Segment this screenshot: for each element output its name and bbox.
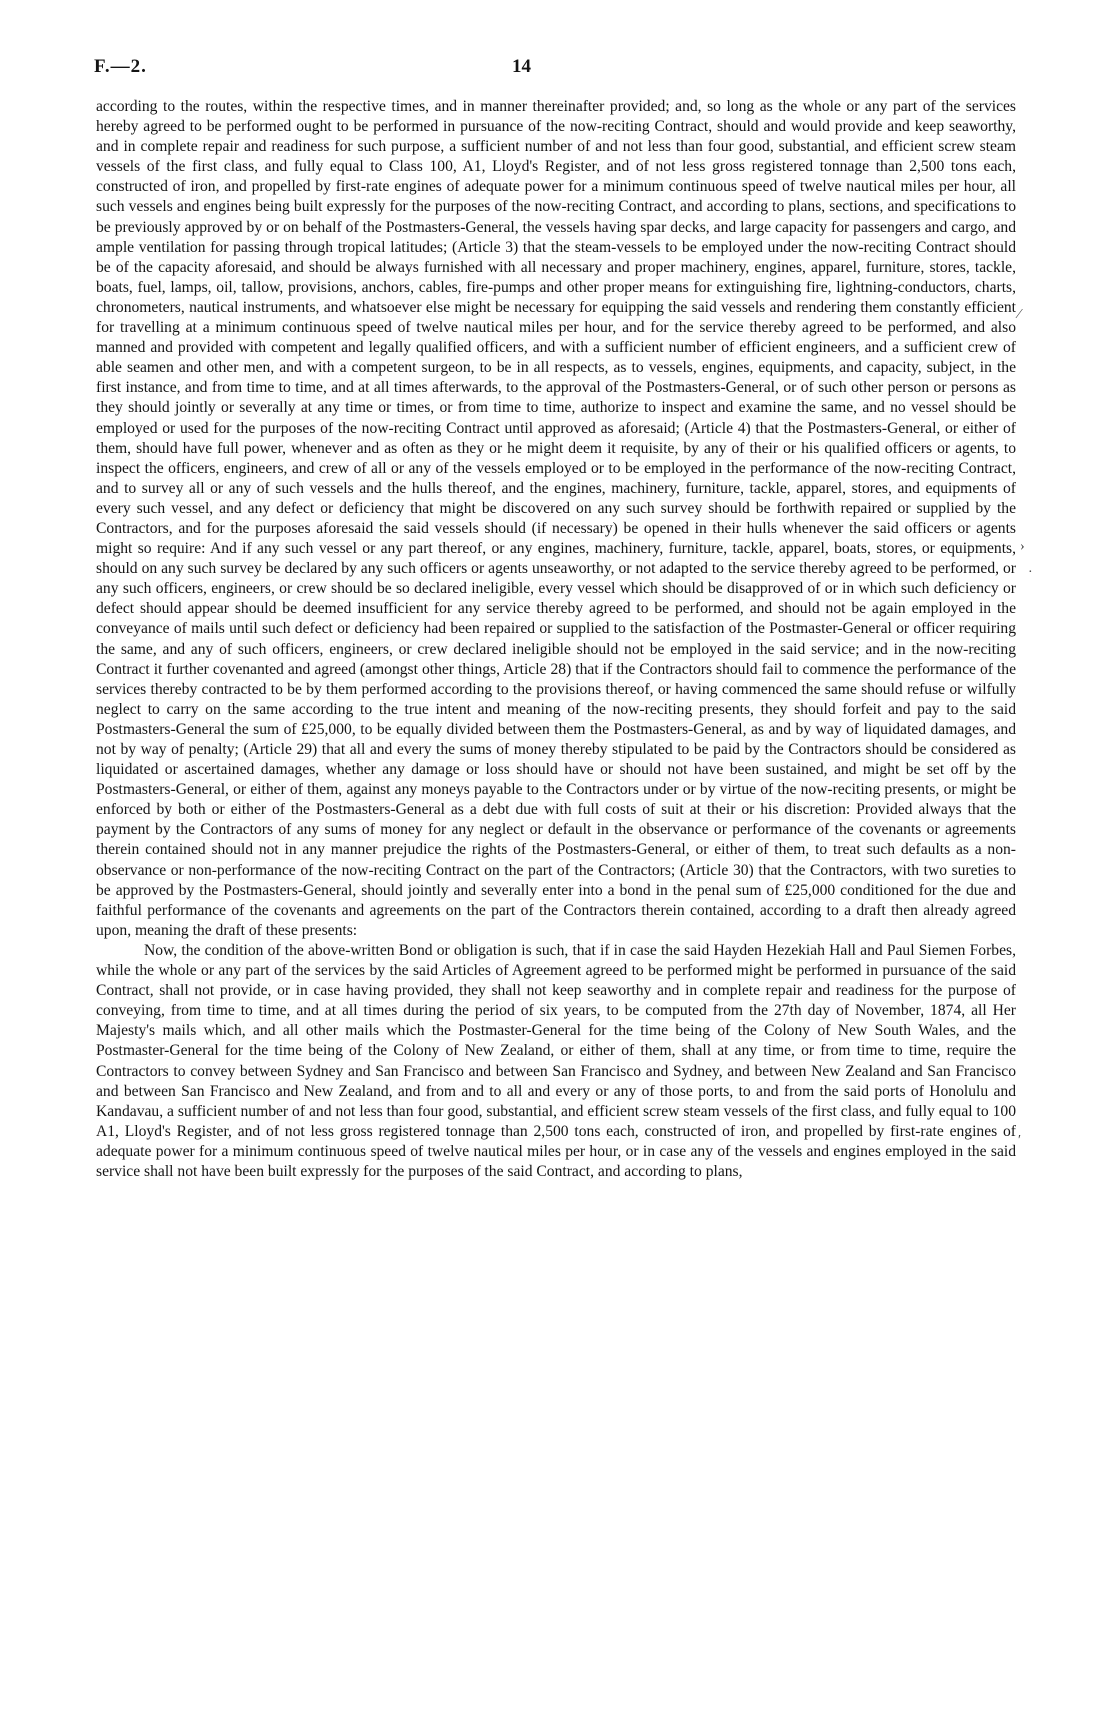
margin-dot-mark: · <box>1028 565 1033 580</box>
document-body <box>96 97 1016 1182</box>
body-paragraph: according to the routes, within the respective times, and in manner thereinafter provided; and, so long as the whole or any part of the services hereby agreed to be performed ought to be performed in pursuance of the now-reciting Contract, should and would provide and keep seaworthy, and in complete repair and readiness for such purpose, a sufficient number of and not less than four good, substantial, and efficient screw steam vessels of the first class, and fully equal to Class 100, A1, Lloyd's Register, and of not less gross registered tonnage than 2,500 tons each, constructed of iron, and propelled by first-rate engines of adequate power for a minimum continuous speed of twelve nautical miles per hour, all such vessels and engines being built expressly for the purposes of the now-reciting Contract, and according to plans, sections, and specifications to be previously approved by or on behalf of the Postmasters-General, the vessels having spar decks, and large capacity for passengers and cargo, and ample ventilation for passing through tropical latitudes; (Article 3) that the steam-vessels to be employed under the now-reciting Contract should be of the capacity aforesaid, and should be always furnished with all necessary and proper machinery, engines, apparel, furniture, stores, tackle, boats, fuel, lamps, oil, tallow, provisions, anchors, cables, fire-pumps and other proper means for extinguishing fire, lightning-conductors, charts, chronometers, nautical instruments, and whatsoever else might be necessary for equipping the said vessels and rendering them constantly efficient for travelling at a minimum continuous speed of twelve nautical miles per hour, and for the service thereby agreed to be performed, and also manned and provided with competent and legally qualified officers, and with a sufficient number of efficient engineers, and a sufficient crew of able seamen and other men, and with a competent surgeon, to be in all respects, as to vessels, engines, equipments, and capacity, subject, in the first instance, and from time to time, and at all times afterwards, to the approval of the Postmasters-General, or of such other person or persons as they should jointly or severally at any time or times, or from time to time, authorize to inspect and examine the same, and no vessel should be employed or used for the purposes of the now-reciting Contract until approved as aforesaid; (Article 4) that the Postmasters-General, or either of them, should have full power, whenever and as often as they or he might deem it requisite, by any of their or his qualified officers or agents, to inspect the officers, engineers, and crew of all or any of the vessels employed or to be employed in the performance of the now-reciting Contract, and to survey all or any of such vessels and the hulls thereof, and the engines, machinery, furniture, tackle, apparel, stores, and equipments of every such vessel, and any defect or deficiency that might be discovered on any such survey should be forthwith repaired or supplied by the Contractors, and for the purposes aforesaid the said vessels should (if necessary) be opened in their hulls whenever the said officers or agents might so require: And if any such vessel or any part thereof, or any engines, machinery, furniture, tackle, apparel, boats, stores, or equipments, should on any such survey be declared by any such officers or agents unseaworthy, or not adapted to the service thereby agreed to be performed, or any such officers, engineers, or crew should be so declared ineligible, every vessel which should be disapproved of or in which such deficiency or defect should appear should be deemed insufficient for any service thereby agreed to be performed, and should not be again employed in the conveyance of mails until such defect or deficiency had been repaired or supplied to the satisfaction of the Postmaster-General or officer requiring the same, and any of such officers, engineers, or crew declared ineligible should not be employed in the said service; and in the now-reciting Contract it further covenanted and agreed (amongst other things, Article 28) that if the Contractors should fail to commence the performance of the services thereby contracted to be by them performed according to the provisions thereof, or having commenced the same should refuse or wilfully neglect to carry on the same according to the true intent and meaning of the now-reciting presents, they should forfeit and pay to the said Postmasters-General the sum of £25,000, to be equally divided between them the Postmasters-General, as and by way of liquidated damages, and not by way of penalty; (Article 29) that all and every the sums of money thereby stipulated to be paid by the Contractors should be considered as liquidated or ascertained damages, whether any damage or loss should have or should not have been sustained, and might be set off by the Postmasters-General, or either of them, against any moneys payable to the Contractors under or by virtue of the now-reciting presents, or might be enforced by both or either of the Postmasters-General as a debt due with full costs of suit at their or his discretion: Provided always that the payment by the Contractors of any sums of money for any neglect or default in the observance or performance of the covenants or agreements therein contained should not in any manner prejudice the rights of the Postmasters-General, or either of them, to treat such defaults as a non-observance or non-performance of the now-reciting Contract on the part of the Contractors; (Article 30) that the Contractors, with two sureties to be approved by the Postmasters-General, should jointly and severally enter into a bond in the penal sum of £25,000 conditioned for the due and faithful performance of the covenants and agreements on the part of the Contractors therein contained, according to a draft then already agreed upon, meaning the draft of these presents: <box>96 98 1016 939</box>
page-number: 14 <box>512 56 531 77</box>
margin-tick-mark: › <box>1020 539 1025 554</box>
series-label: F.—2. <box>94 56 147 77</box>
page-header <box>94 50 1020 86</box>
body-paragraph: Now, the condition of the above-written Bond or obligation is such, that if in case the said Hayden Hezekiah Hall and Paul Siemen Forbes, while the whole or any part of the services by the said Articles of Agreement agreed to be performed might be performed in pursuance of the said Contract, shall not provide, or in case having provided, they shall not keep seaworthy and in complete repair and readiness for the purpose of conveying, from time to time, and at all times during the period of six years, to be computed from the 27th day of November, 1874, all Her Majesty's mails which, and all other mails which the Postmaster-General for the time being of the Colony of New South Wales, and the Postmaster-General for the time being of the Colony of New Zealand, or either of them, shall at any time, or from time to time, require the Contractors to convey between Sydney and San Francisco and between San Francisco and Sydney, and between New Zealand and San Francisco and between San Francisco and New Zealand, and from and to all and every or any of those ports, to and from the said ports of Honolulu and Kandavau, a sufficient number of and not less than four good, substantial, and efficient screw steam vessels of the first class, and fully equal to 100 A1, Lloyd's Register, and of not less gross registered tonnage than 2,500 tons each, constructed of iron, and propelled by first-rate engines of adequate power for a minimum continuous speed of twelve nautical miles per hour, or in case any of the vessels and engines employed in the said service shall not have been built expressly for the purposes of the said Contract, and according to plans, <box>96 941 1016 1180</box>
margin-tick-mark: ⁄ <box>1018 307 1021 322</box>
margin-tick-mark: ′ <box>1018 1133 1022 1148</box>
